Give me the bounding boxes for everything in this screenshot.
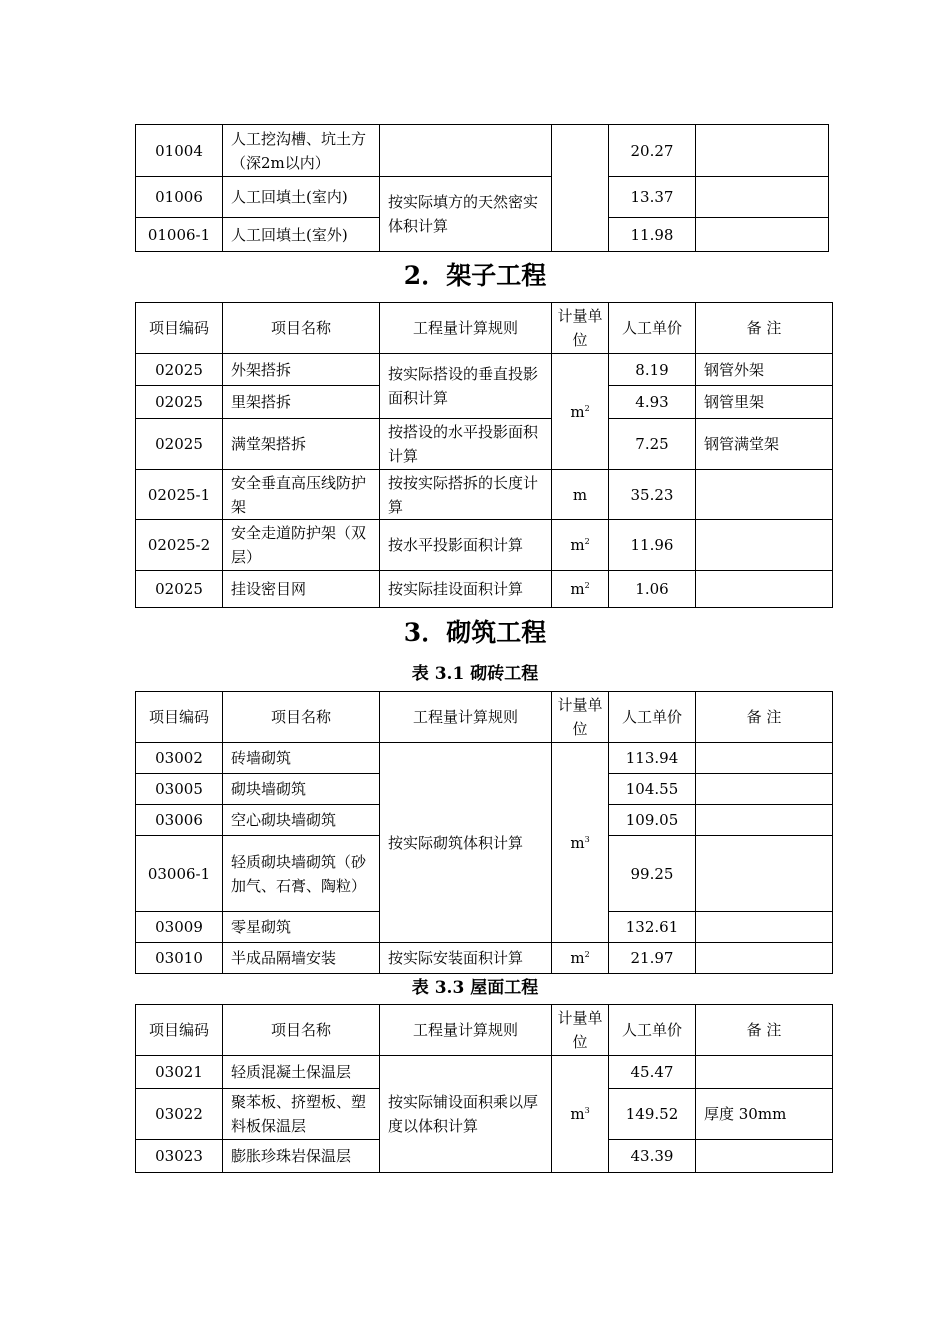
- item-name: 里架搭拆: [223, 386, 380, 419]
- item-name: 人工回填土(室外): [223, 218, 380, 252]
- calc-rule: 按按实际搭拆的长度计算: [380, 470, 552, 520]
- item-code: 01006: [136, 177, 223, 218]
- remark: 厚度 30mm: [696, 1089, 833, 1140]
- labor-price: 8.19: [609, 354, 696, 386]
- calc-rule: 按实际铺设面积乘以厚度以体积计算: [380, 1056, 552, 1173]
- item-code: 03002: [136, 743, 223, 774]
- remark: 钢管外架: [696, 354, 833, 386]
- table-caption: 表 3.3 屋面工程: [411, 978, 539, 998]
- table-row: [136, 520, 833, 571]
- item-name: 安全走道防护架（双层）: [223, 520, 380, 571]
- item-code: 02025: [136, 386, 223, 419]
- header-name: 项目名称: [223, 1005, 380, 1056]
- remark: [696, 943, 833, 974]
- header-name: 项目名称: [223, 303, 380, 354]
- item-name: 零星砌筑: [223, 912, 380, 943]
- item-name: 满堂架搭拆: [223, 419, 380, 470]
- item-code: 03022: [136, 1089, 223, 1140]
- labor-price: 1.06: [609, 571, 696, 608]
- unit: $m^3$: [552, 743, 609, 943]
- brickwork-table: [135, 691, 833, 974]
- calc-rule: 按实际安装面积计算: [380, 943, 552, 974]
- remark: [696, 125, 829, 177]
- header-rule: 工程量计算规则: [380, 1005, 552, 1056]
- table-row: [136, 419, 833, 470]
- table-row: [136, 1056, 833, 1089]
- header-note: 备 注: [696, 1005, 833, 1056]
- table-row: [136, 354, 833, 386]
- table-header-row: [136, 303, 833, 354]
- labor-price: 149.52: [609, 1089, 696, 1140]
- item-name: 人工挖沟槽、坑土方（深2m以内）: [223, 125, 380, 177]
- item-code: 03021: [136, 1056, 223, 1089]
- remark: [696, 774, 833, 805]
- calc-rule: 按实际挂设面积计算: [380, 571, 552, 608]
- unit: $m^2$: [552, 571, 609, 608]
- table-header-row: [136, 692, 833, 743]
- header-unit: 计量单位: [552, 303, 609, 354]
- labor-price: 99.25: [609, 836, 696, 912]
- roofing-table: [135, 1004, 833, 1173]
- table-header-row: [136, 1005, 833, 1056]
- labor-price: 11.98: [609, 218, 696, 252]
- item-code: 03010: [136, 943, 223, 974]
- labor-price: 11.96: [609, 520, 696, 571]
- header-code: 项目编码: [136, 303, 223, 354]
- item-code: 01006-1: [136, 218, 223, 252]
- section-title: 2．架子工程: [403, 261, 547, 290]
- header-unit: 计量单位: [552, 692, 609, 743]
- item-name: 聚苯板、挤塑板、塑料板保温层: [223, 1089, 380, 1140]
- table-row: [136, 743, 833, 774]
- remark: [696, 1056, 833, 1089]
- item-name: 半成品隔墙安装: [223, 943, 380, 974]
- unit: $m^2$: [552, 943, 609, 974]
- table-caption: 表 3.1 砌砖工程: [411, 664, 539, 684]
- labor-price: 35.23: [609, 470, 696, 520]
- calc-rule: 按实际搭设的垂直投影面积计算: [380, 354, 552, 419]
- item-name: 轻质砌块墙砌筑（砂加气、石膏、陶粒）: [223, 836, 380, 912]
- unit: $m^3$: [552, 1056, 609, 1173]
- remark: [696, 470, 833, 520]
- item-name: 安全垂直高压线防护架: [223, 470, 380, 520]
- item-name: 外架搭拆: [223, 354, 380, 386]
- header-unit: 计量单位: [552, 1005, 609, 1056]
- item-code: 03023: [136, 1140, 223, 1173]
- labor-price: 43.39: [609, 1140, 696, 1173]
- earthwork-table: [135, 124, 829, 252]
- item-name: 空心砌块墙砌筑: [223, 805, 380, 836]
- header-price: 人工单价: [609, 303, 696, 354]
- item-code: 02025: [136, 354, 223, 386]
- calc-rule: 按实际砌筑体积计算: [380, 743, 552, 943]
- remark: 钢管里架: [696, 386, 833, 419]
- unit: $m^2$: [552, 520, 609, 571]
- item-code: 02025-1: [136, 470, 223, 520]
- unit: $m^2$: [552, 354, 609, 470]
- header-note: 备 注: [696, 692, 833, 743]
- calc-rule: [380, 125, 552, 177]
- remark: [696, 218, 829, 252]
- header-code: 项目编码: [136, 1005, 223, 1056]
- item-name: 砖墙砌筑: [223, 743, 380, 774]
- remark: [696, 571, 833, 608]
- remark: [696, 836, 833, 912]
- remark: 钢管满堂架: [696, 419, 833, 470]
- labor-price: 113.94: [609, 743, 696, 774]
- item-code: 03009: [136, 912, 223, 943]
- item-code: 02025: [136, 571, 223, 608]
- table-row: [136, 571, 833, 608]
- unit: m: [552, 470, 609, 520]
- table-row: [136, 177, 829, 218]
- item-name: 砌块墙砌筑: [223, 774, 380, 805]
- labor-price: 20.27: [609, 125, 696, 177]
- labor-price: 4.93: [609, 386, 696, 419]
- remark: [696, 520, 833, 571]
- remark: [696, 177, 829, 218]
- remark: [696, 805, 833, 836]
- item-code: 03006-1: [136, 836, 223, 912]
- labor-price: 13.37: [609, 177, 696, 218]
- item-code: 03006: [136, 805, 223, 836]
- header-rule: 工程量计算规则: [380, 303, 552, 354]
- header-price: 人工单价: [609, 692, 696, 743]
- item-code: 01004: [136, 125, 223, 177]
- header-rule: 工程量计算规则: [380, 692, 552, 743]
- labor-price: 7.25: [609, 419, 696, 470]
- item-code: 02025-2: [136, 520, 223, 571]
- remark: [696, 1140, 833, 1173]
- header-price: 人工单价: [609, 1005, 696, 1056]
- item-name: 膨胀珍珠岩保温层: [223, 1140, 380, 1173]
- calc-rule: 按搭设的水平投影面积计算: [380, 419, 552, 470]
- item-name: 人工回填土(室内): [223, 177, 380, 218]
- calc-rule: 按实际填方的天然密实体积计算: [380, 177, 552, 252]
- labor-price: 45.47: [609, 1056, 696, 1089]
- section-title: 3．砌筑工程: [403, 618, 547, 647]
- labor-price: 132.61: [609, 912, 696, 943]
- calc-rule: 按水平投影面积计算: [380, 520, 552, 571]
- table-row: [136, 125, 829, 177]
- header-note: 备 注: [696, 303, 833, 354]
- item-code: 03005: [136, 774, 223, 805]
- item-name: 挂设密目网: [223, 571, 380, 608]
- table-row: [136, 470, 833, 520]
- item-code: 02025: [136, 419, 223, 470]
- item-name: 轻质混凝土保温层: [223, 1056, 380, 1089]
- remark: [696, 743, 833, 774]
- scaffolding-table: [135, 302, 833, 608]
- unit: [552, 125, 609, 252]
- header-code: 项目编码: [136, 692, 223, 743]
- header-name: 项目名称: [223, 692, 380, 743]
- labor-price: 109.05: [609, 805, 696, 836]
- labor-price: 21.97: [609, 943, 696, 974]
- remark: [696, 912, 833, 943]
- labor-price: 104.55: [609, 774, 696, 805]
- table-row: [136, 943, 833, 974]
